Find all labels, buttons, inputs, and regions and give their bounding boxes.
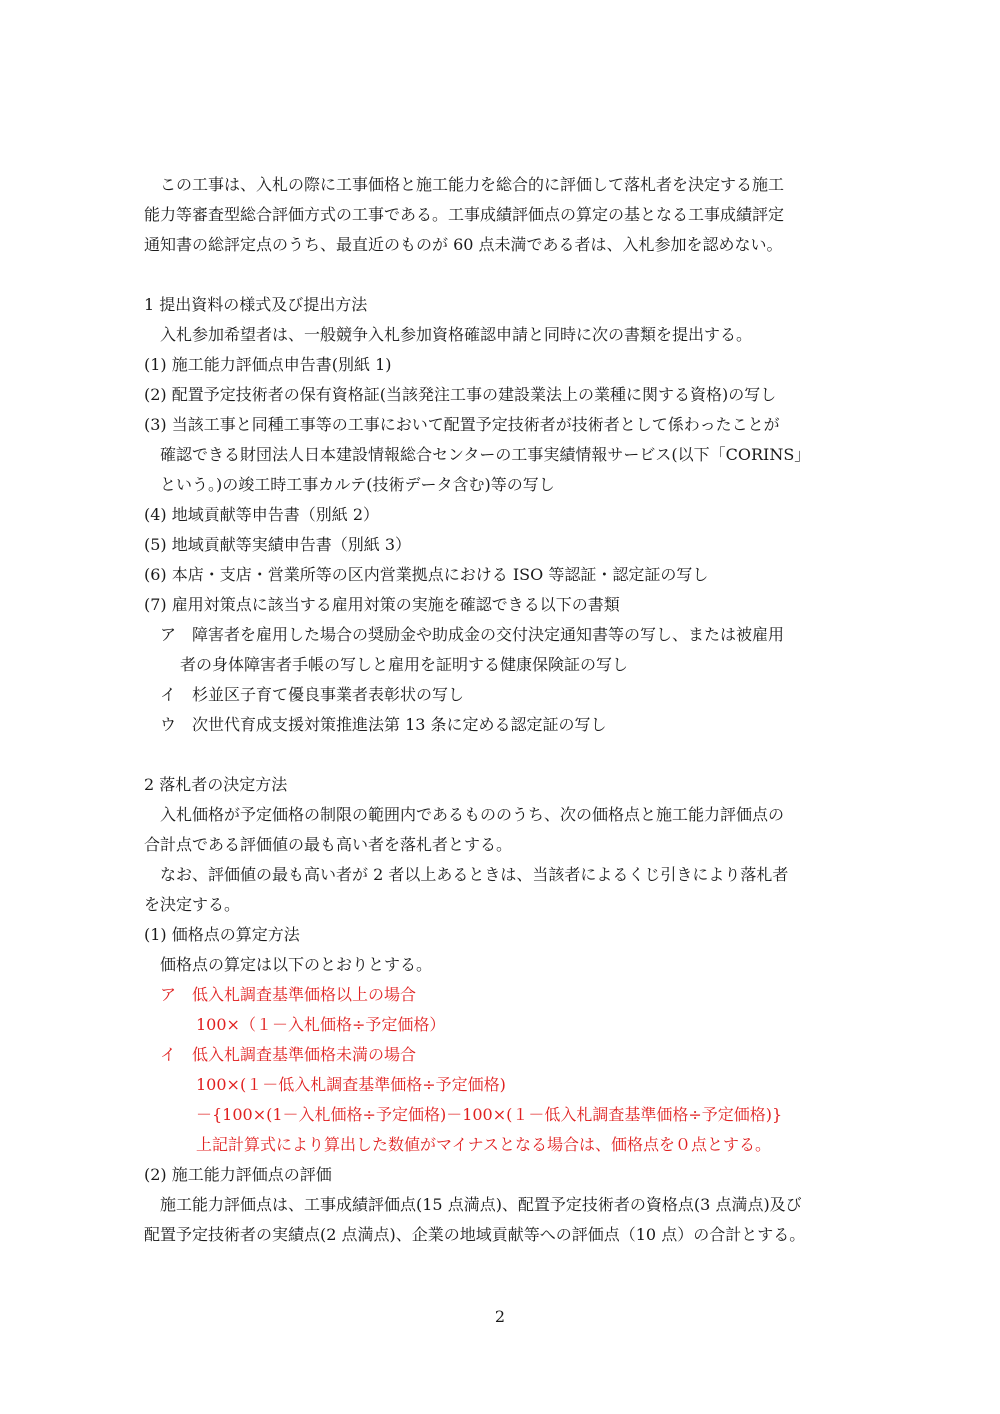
list-item-continuation: 確認できる財団法人日本建設情報総合センターの工事実績情報サービス(以下「CORINS」 (160, 445, 811, 464)
sub-list-item: ウ 次世代育成支援対策推進法第 13 条に定める認定証の写し (160, 715, 607, 734)
section-2-heading: 2 落札者の決定方法 (144, 775, 288, 794)
formula-case-heading: イ 低入札調査基準価格未満の場合 (160, 1045, 417, 1064)
sub-list-item-continuation: 者の身体障害者手帳の写しと雇用を証明する健康保険証の写し (180, 655, 629, 674)
formula-line: 100×（１－入札価格÷予定価格） (196, 1015, 446, 1034)
list-item: (1) 施工能力評価点申告書(別紙 1) (144, 355, 392, 374)
paragraph-line: を決定する。 (144, 895, 241, 914)
list-item: (5) 地域貢献等実績申告書（別紙 3） (144, 535, 412, 554)
intro-line: 能力等審査型総合評価方式の工事である。工事成績評価点の算定の基となる工事成績評定 (144, 205, 785, 224)
subsection-heading: (2) 施工能力評価点の評価 (144, 1165, 332, 1184)
paragraph-line: なお、評価値の最も高い者が 2 者以上あるときは、当該者によるくじ引きにより落札者 (160, 865, 789, 884)
page-number: 2 (494, 1307, 506, 1326)
list-item: (3) 当該工事と同種工事等の工事において配置予定技術者が技術者として係わったことが (144, 415, 780, 434)
section-1-lead: 入札参加希望者は、一般競争入札参加資格確認申請と同時に次の書類を提出する。 (160, 325, 753, 344)
subsection-heading: (1) 価格点の算定方法 (144, 925, 300, 944)
list-item: (4) 地域貢献等申告書（別紙 2） (144, 505, 380, 524)
formula-line: 100×(１－低入札調査基準価格÷予定価格) (196, 1075, 506, 1094)
intro-line: 通知書の総評定点のうち、最直近のものが 60 点未満である者は、入札参加を認めない。 (144, 235, 783, 254)
paragraph-line: 配置予定技術者の実績点(2 点満点)、企業の地域貢献等への評価点（10 点）の合計とする。 (144, 1225, 806, 1244)
paragraph-line: 入札価格が予定価格の制限の範囲内であるもののうち、次の価格点と施工能力評価点の (160, 805, 785, 824)
sub-list-item: ア 障害者を雇用した場合の奨励金や助成金の交付決定通知書等の写し、または被雇用 (160, 625, 785, 644)
subsection-lead: 価格点の算定は以下のとおりとする。 (160, 955, 433, 974)
sub-list-item: イ 杉並区子育て優良事業者表彰状の写し (160, 685, 465, 704)
list-item-continuation: という。)の竣工時工事カルテ(技術データ含む)等の写し (160, 475, 555, 494)
paragraph-line: 合計点である評価値の最も高い者を落札者とする。 (144, 835, 513, 854)
intro-line: この工事は、入札の際に工事価格と施工能力を総合的に評価して落札者を決定する施工 (160, 175, 785, 194)
formula-line: －{100×(1－入札価格÷予定価格)－100×(１－低入札調査基準価格÷予定価格)} (196, 1105, 783, 1124)
document-body (144, 170, 860, 1250)
list-item: (6) 本店・支店・営業所等の区内営業拠点における ISO 等認証・認定証の写し (144, 565, 709, 584)
list-item: (2) 配置予定技術者の保有資格証(当該発注工事の建設業法上の業種に関する資格)の写し (144, 385, 777, 404)
paragraph-line: 施工能力評価点は、工事成績評価点(15 点満点)、配置予定技術者の資格点(3 点満点)及び (160, 1195, 802, 1214)
section-1-heading: 1 提出資料の様式及び提出方法 (144, 295, 368, 314)
list-item: (7) 雇用対策点に該当する雇用対策の実施を確認できる以下の書類 (144, 595, 620, 614)
formula-note: 上記計算式により算出した数値がマイナスとなる場合は、価格点を０点とする。 (196, 1135, 772, 1154)
formula-case-heading: ア 低入札調査基準価格以上の場合 (160, 985, 417, 1004)
